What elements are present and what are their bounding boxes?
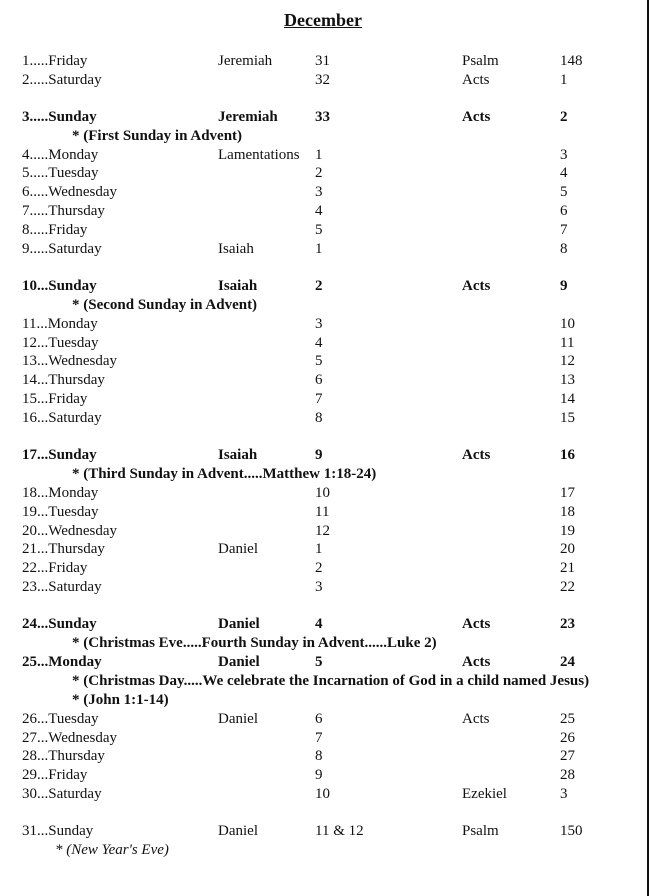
day-label: 22...Friday <box>22 560 88 577</box>
schedule-row <box>0 615 646 634</box>
first-book: Isaiah <box>218 241 254 258</box>
first-chapter: 1 <box>315 541 323 558</box>
second-chapter: 27 <box>560 748 575 765</box>
day-label: 24...Sunday <box>22 616 97 633</box>
second-chapter: 23 <box>560 616 575 633</box>
first-chapter: 32 <box>315 71 330 88</box>
first-chapter: 8 <box>315 748 323 765</box>
first-chapter: 8 <box>315 410 323 427</box>
day-note: * (Second Sunday in Advent) <box>72 296 258 313</box>
second-chapter: 24 <box>560 653 575 670</box>
day-label: 28...Thursday <box>22 748 105 765</box>
second-chapter: 26 <box>560 729 575 746</box>
schedule-row <box>0 766 646 785</box>
day-label: 21...Thursday <box>22 541 105 558</box>
first-chapter: 10 <box>315 484 330 501</box>
day-label: 4.....Monday <box>22 146 99 163</box>
day-label: 2.....Saturday <box>22 71 102 88</box>
day-label: 11...Monday <box>22 315 98 332</box>
schedule-row <box>0 653 646 672</box>
first-chapter: 3 <box>315 579 323 596</box>
day-label: 31...Sunday <box>22 823 94 840</box>
schedule-row <box>0 183 646 202</box>
second-chapter: 7 <box>560 222 568 239</box>
day-note: * (New Year's Eve) <box>55 841 169 858</box>
first-chapter: 4 <box>315 334 323 351</box>
day-label: 27...Wednesday <box>22 729 118 746</box>
first-chapter: 11 <box>315 503 330 520</box>
first-chapter: 7 <box>315 729 323 746</box>
schedule-row <box>0 221 646 240</box>
first-chapter: 3 <box>315 315 323 332</box>
day-note: * (First Sunday in Advent) <box>72 127 243 144</box>
second-chapter: 2 <box>560 108 568 125</box>
first-book: Daniel <box>218 616 260 633</box>
schedule-row <box>0 315 646 334</box>
first-chapter: 5 <box>315 353 323 370</box>
first-chapter: 2 <box>315 165 323 182</box>
schedule-row <box>0 202 646 221</box>
second-chapter: 21 <box>560 560 575 577</box>
second-chapter: 22 <box>560 579 575 596</box>
day-label: 15...Friday <box>22 391 88 408</box>
day-label: 8.....Friday <box>22 222 88 239</box>
second-book: Acts <box>462 710 490 727</box>
schedule-row <box>0 334 646 353</box>
day-note: * (Christmas Eve.....Fourth Sunday in Advent......Luke 2) <box>72 635 437 652</box>
day-label: 25...Monday <box>22 653 102 670</box>
schedule-row <box>0 785 646 804</box>
first-chapter: 4 <box>315 203 323 220</box>
day-label: 10...Sunday <box>22 277 97 294</box>
second-chapter: 6 <box>560 203 568 220</box>
day-note: * (Third Sunday in Advent.....Matthew 1:18-24) <box>72 465 377 482</box>
schedule-row <box>0 108 646 127</box>
second-chapter: 10 <box>560 315 575 332</box>
second-book: Acts <box>462 616 491 633</box>
schedule-row <box>0 578 646 597</box>
schedule-row <box>0 729 646 748</box>
second-chapter: 13 <box>560 372 575 389</box>
first-chapter: 9 <box>315 447 323 464</box>
first-book: Jeremiah <box>218 53 273 69</box>
day-label: 7.....Thursday <box>22 203 105 220</box>
second-chapter: 1 <box>560 71 568 88</box>
first-chapter: 6 <box>315 710 323 727</box>
second-book: Acts <box>462 71 490 88</box>
first-chapter: 1 <box>315 146 323 163</box>
first-book: Daniel <box>218 541 258 558</box>
second-chapter: 25 <box>560 710 575 727</box>
schedule-row <box>0 277 646 296</box>
second-chapter: 18 <box>560 503 575 520</box>
schedule-row <box>0 352 646 371</box>
day-label: 16...Saturday <box>22 410 102 427</box>
schedule-row <box>0 559 646 578</box>
first-chapter: 4 <box>315 616 323 633</box>
second-chapter: 9 <box>560 277 568 294</box>
day-label: 13...Wednesday <box>22 353 118 370</box>
first-book: Jeremiah <box>218 108 278 125</box>
day-label: 3.....Sunday <box>22 108 97 125</box>
first-chapter: 7 <box>315 391 323 408</box>
second-book: Acts <box>462 447 491 464</box>
schedule-row <box>0 822 646 841</box>
second-book: Psalm <box>462 53 499 69</box>
second-book: Psalm <box>462 823 499 840</box>
schedule-row <box>0 164 646 183</box>
second-chapter: 4 <box>560 165 568 182</box>
second-chapter: 148 <box>560 53 583 69</box>
schedule-row <box>0 390 646 409</box>
second-chapter: 3 <box>560 786 568 803</box>
day-label: 30...Saturday <box>22 786 102 803</box>
second-chapter: 12 <box>560 353 575 370</box>
day-label: 19...Tuesday <box>22 503 99 520</box>
first-chapter: 10 <box>315 786 330 803</box>
second-chapter: 5 <box>560 184 568 201</box>
schedule-row <box>0 446 646 465</box>
first-chapter: 2 <box>315 277 323 294</box>
day-note: * (John 1:1-14) <box>72 691 169 708</box>
second-chapter: 15 <box>560 410 575 427</box>
first-chapter: 11 & 12 <box>315 823 364 840</box>
day-note: * (Christmas Day.....We celebrate the Incarnation of God in a child named Jesus) <box>72 672 590 689</box>
second-chapter: 16 <box>560 447 575 464</box>
first-book: Isaiah <box>218 447 258 464</box>
day-label: 23...Saturday <box>22 579 102 596</box>
day-label: 29...Friday <box>22 767 88 784</box>
page-title: December <box>284 10 362 30</box>
day-label: 26...Tuesday <box>22 710 99 727</box>
second-chapter: 17 <box>560 484 575 501</box>
first-chapter: 31 <box>315 53 330 69</box>
schedule-row <box>0 409 646 428</box>
day-label: 12...Tuesday <box>22 334 99 351</box>
day-label: 17...Sunday <box>22 447 97 464</box>
first-book: Lamentations <box>218 146 300 163</box>
schedule-row <box>0 503 646 522</box>
schedule-row <box>0 522 646 541</box>
schedule-row <box>0 371 646 390</box>
day-label: 5.....Tuesday <box>22 165 99 182</box>
schedule-row <box>0 240 646 259</box>
second-chapter: 3 <box>560 146 568 163</box>
second-chapter: 11 <box>560 334 575 351</box>
second-chapter: 8 <box>560 241 568 258</box>
schedule-row <box>0 710 646 729</box>
schedule-row <box>0 52 646 71</box>
second-chapter: 150 <box>560 823 583 840</box>
second-chapter: 28 <box>560 767 575 784</box>
schedule-row <box>0 71 646 90</box>
reading-schedule <box>0 52 646 860</box>
first-chapter: 2 <box>315 560 323 577</box>
second-book: Ezekiel <box>462 786 507 803</box>
first-chapter: 1 <box>315 241 323 258</box>
second-book: Acts <box>462 277 491 294</box>
schedule-row <box>0 146 646 165</box>
first-chapter: 9 <box>315 767 323 784</box>
second-book: Acts <box>462 108 491 125</box>
schedule-row <box>0 747 646 766</box>
day-label: 20...Wednesday <box>22 522 118 539</box>
first-chapter: 33 <box>315 108 330 125</box>
first-book: Daniel <box>218 823 258 840</box>
day-label: 1.....Friday <box>22 53 88 69</box>
second-book: Acts <box>462 653 491 670</box>
day-label: 6.....Wednesday <box>22 184 118 201</box>
first-chapter: 6 <box>315 372 323 389</box>
first-chapter: 5 <box>315 222 323 239</box>
page-edge-line <box>647 0 649 896</box>
second-chapter: 19 <box>560 522 575 539</box>
day-label: 14...Thursday <box>22 372 105 389</box>
first-book: Isaiah <box>218 277 258 294</box>
first-book: Daniel <box>218 710 258 727</box>
day-label: 9.....Saturday <box>22 241 102 258</box>
first-chapter: 5 <box>315 653 323 670</box>
first-chapter: 12 <box>315 522 330 539</box>
schedule-row <box>0 540 646 559</box>
first-chapter: 3 <box>315 184 323 201</box>
day-label: 18...Monday <box>22 484 99 501</box>
second-chapter: 20 <box>560 541 575 558</box>
schedule-row <box>0 484 646 503</box>
first-book: Daniel <box>218 653 260 670</box>
second-chapter: 14 <box>560 391 575 408</box>
